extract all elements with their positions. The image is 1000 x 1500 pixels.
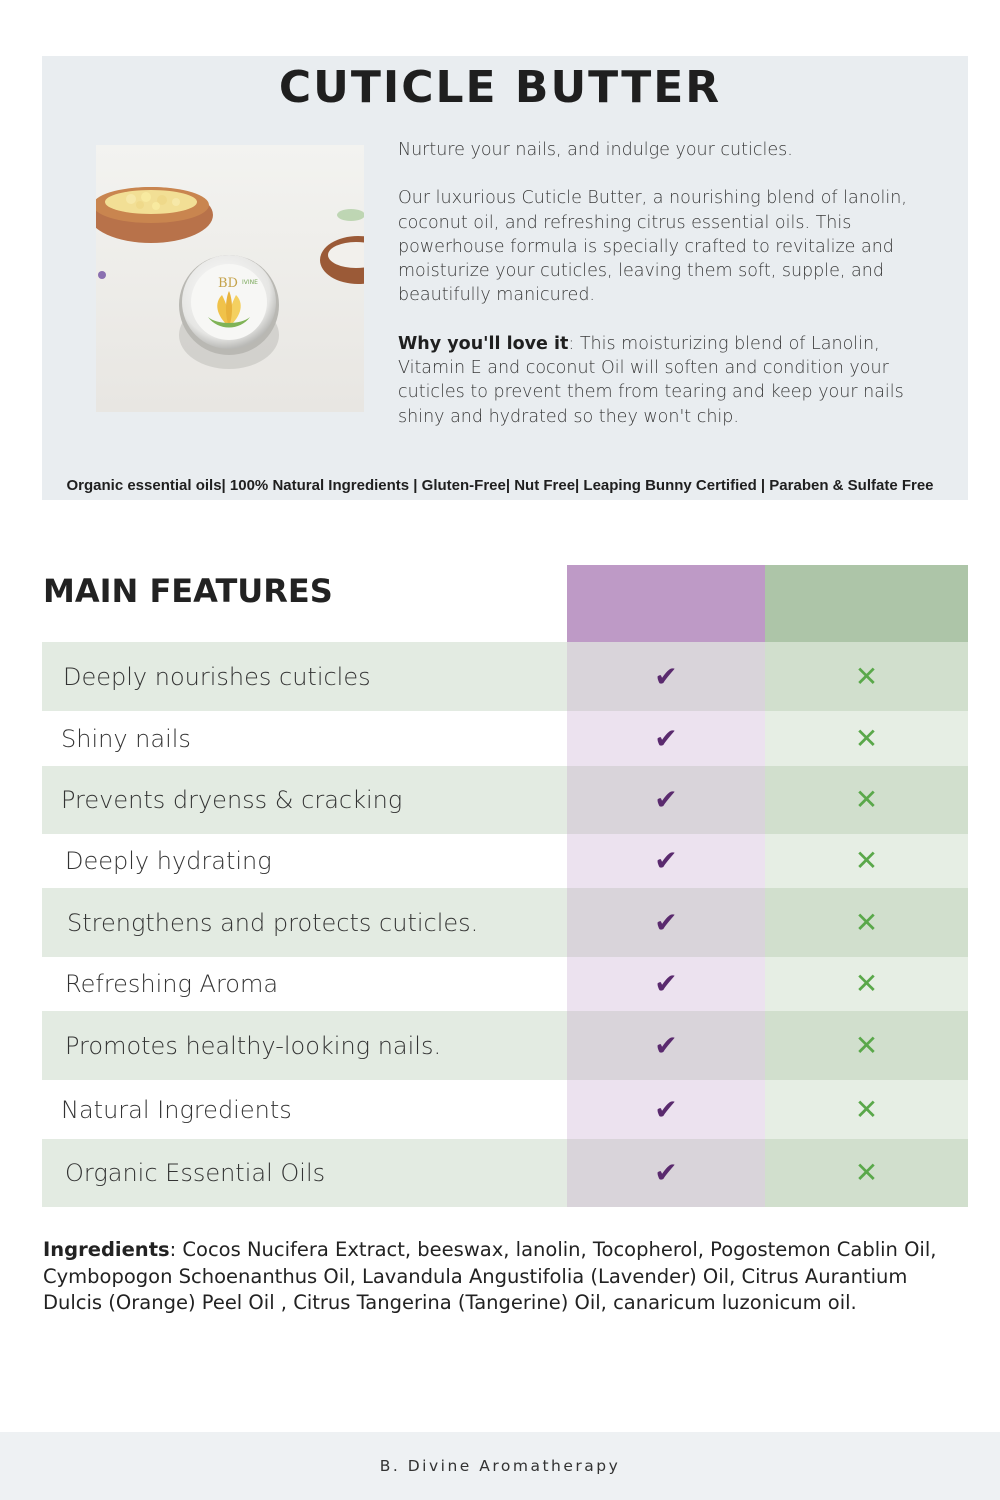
product-photo-illustration <box>96 145 364 412</box>
competitor-cell <box>765 1080 968 1139</box>
table-row <box>42 1080 968 1139</box>
check-icon: ✔ <box>654 967 678 1000</box>
table-row <box>42 834 968 888</box>
cross-icon: ✕ <box>854 1028 879 1062</box>
our-product-cell <box>567 1080 765 1139</box>
table-row <box>42 711 968 766</box>
ingredients-label: Ingredients <box>43 1238 170 1261</box>
our-product-cell <box>567 957 765 1011</box>
ingredients-text: : Cocos Nucifera Extract, beeswax, lanolin, Tocopherol, Pogostemon Cablin Oil, Cymbopogon Schoenanthus Oil, Lavandula Angustifolia (Lavender) Oil, Citrus Aurantium Dulcis (Orange) Peel Oil , Citrus Tangerina (Tangerine) Oil, canaricum luzonicum oil. <box>43 1238 937 1314</box>
competitor-cell <box>765 834 968 888</box>
cross-icon: ✕ <box>854 1156 879 1189</box>
description-text: Our luxurious Cuticle Butter, a nourishing blend of lanolin, coconut oil, and refreshing citrus essential oils. This powerhouse formula is specially crafted to revitalize and moisturize your cuticles, leaving them soft, supple, and beautifully manicured. <box>398 188 907 306</box>
check-icon: ✔ <box>654 783 678 816</box>
product-description <box>398 138 946 453</box>
our-product-cell <box>567 834 765 888</box>
check-icon: ✔ <box>654 721 678 755</box>
cross-icon: ✕ <box>854 967 879 1000</box>
table-row <box>42 1139 968 1207</box>
cross-icon: ✕ <box>854 659 879 693</box>
competitor-cell <box>765 1139 968 1207</box>
competitor-cell <box>765 888 968 957</box>
our-product-cell <box>567 766 765 834</box>
check-icon: ✔ <box>654 659 678 693</box>
competitor-cell <box>765 1011 968 1080</box>
cross-icon: ✕ <box>854 1092 879 1126</box>
competitor-cell <box>765 957 968 1011</box>
check-icon: ✔ <box>654 905 678 939</box>
table-row <box>42 766 968 834</box>
cross-icon: ✕ <box>854 844 879 877</box>
main-features-title: MAIN FEATURES <box>43 572 333 610</box>
feature-label: Refreshing Aroma <box>65 970 279 998</box>
feature-label: Prevents dryenss & cracking <box>61 786 403 814</box>
table-row <box>42 957 968 1011</box>
table-row <box>42 888 968 957</box>
footer <box>0 1432 1000 1500</box>
feature-label: Strengthens and protects cuticles. <box>67 908 479 937</box>
why-love-it <box>398 332 946 429</box>
footer-brand: B. Divine Aromatherapy <box>379 1457 621 1475</box>
cross-icon: ✕ <box>854 905 879 939</box>
competitor-cell <box>765 711 968 766</box>
our-product-cell <box>567 1139 765 1207</box>
feature-label: Promotes healthy-looking nails. <box>65 1031 442 1060</box>
page-title: CUTICLE BUTTER <box>278 62 722 113</box>
why-love-it-text: : This moisturizing blend of Lanolin, Vitamin E and coconut Oil will soften and condition your cuticles to prevent them from tearing and keep your nails shiny and hydrated so they won't chip. <box>398 333 904 427</box>
check-icon: ✔ <box>654 844 678 877</box>
check-icon: ✔ <box>654 1156 678 1189</box>
svg-text:IVINE: IVINE <box>242 279 258 286</box>
table-row <box>42 642 968 711</box>
feature-label: Deeply nourishes cuticles <box>63 662 371 691</box>
feature-label: Deeply hydrating <box>65 847 272 875</box>
feature-label: Natural Ingredients <box>61 1095 292 1124</box>
our-product-cell <box>567 711 765 766</box>
our-product-cell <box>567 642 765 711</box>
tagline: Organic essential oils| 100% Natural Ingredients | Gluten-Free| Nut Free| Leaping Bunny Certified | Paraben & Sulfate Free <box>66 477 934 494</box>
our-product-cell <box>567 1011 765 1080</box>
cross-icon: ✕ <box>854 783 879 816</box>
product-photo <box>96 145 364 412</box>
competitor-column-header <box>765 565 968 642</box>
competitor-cell <box>765 642 968 711</box>
svg-text:BD: BD <box>218 276 238 291</box>
competitor-cell <box>765 766 968 834</box>
feature-label: Shiny nails <box>61 724 191 753</box>
check-icon: ✔ <box>654 1092 678 1126</box>
our-product-column-header <box>567 565 765 642</box>
ingredients <box>43 1237 963 1317</box>
cross-icon: ✕ <box>854 721 879 755</box>
table-row <box>42 1011 968 1080</box>
feature-label: Organic Essential Oils <box>65 1159 326 1187</box>
intro-text: Nurture your nails, and indulge your cuticles. <box>398 140 793 160</box>
our-product-cell <box>567 888 765 957</box>
check-icon: ✔ <box>654 1028 678 1062</box>
why-love-it-label: Why you'll love it <box>398 333 569 354</box>
